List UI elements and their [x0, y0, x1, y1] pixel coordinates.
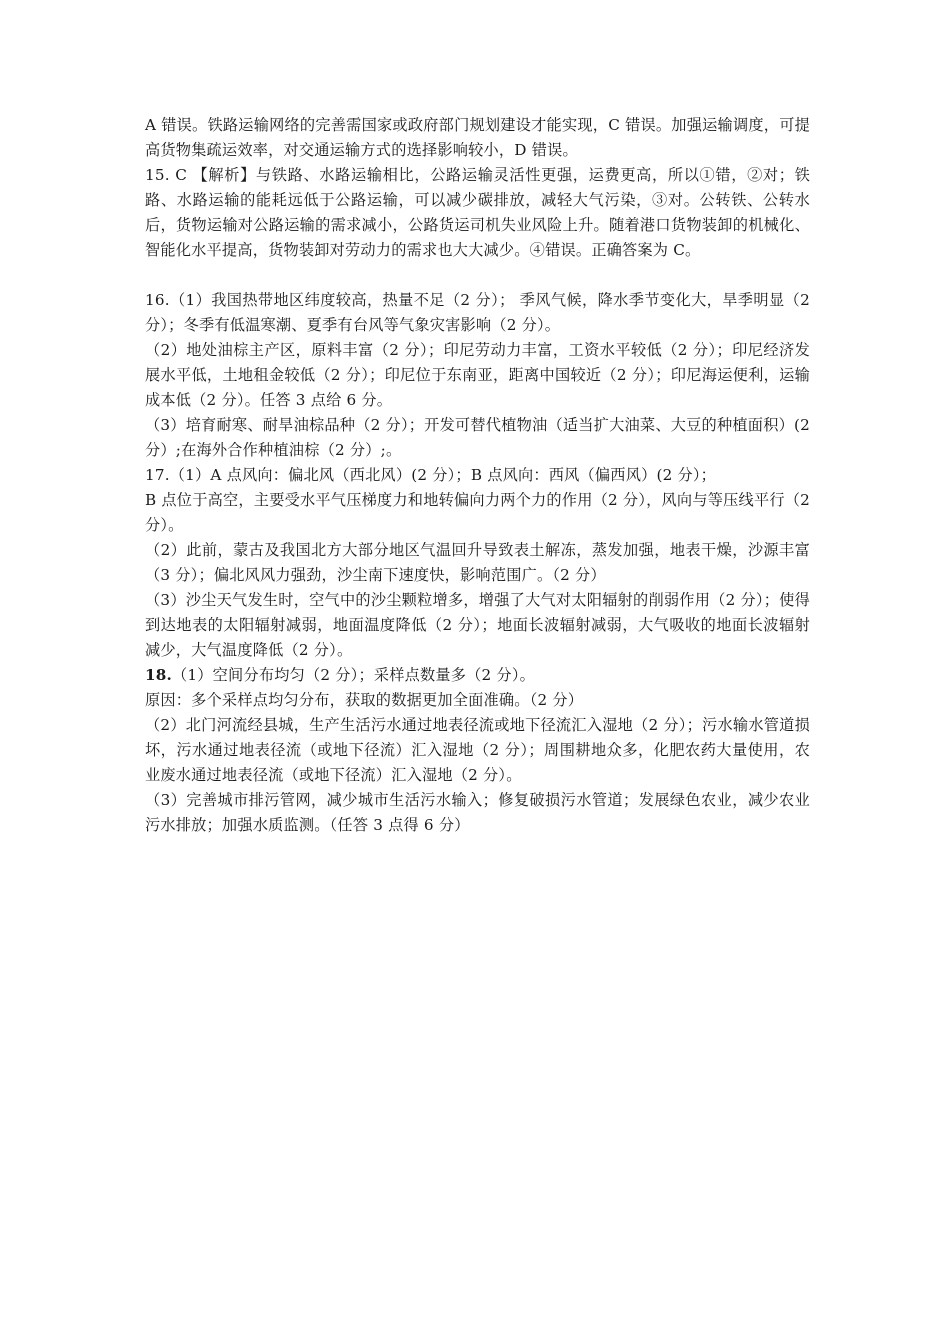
- paragraph-q16-part3: （3）培育耐寒、耐旱油棕品种（2 分）；开发可替代植物油（适当扩大油菜、大豆的种植面积）(2 分）;在海外合作种植油棕（2 分）;。: [145, 416, 810, 459]
- paragraph-q17-part1b: B 点位于高空，主要受水平气压梯度力和地转偏向力两个力的作用（2 分），风向与等压线平行（2 分）。: [145, 491, 810, 534]
- paragraph-q16-part1: 16.（1）我国热带地区纬度较高，热量不足（2 分）； 季风气候，降水季节变化大，旱季明显（2 分）；冬季有低温寒潮、夏季有台风等气象灾害影响（2 分）。: [145, 291, 810, 334]
- paragraph-q18-part1: [145, 663, 810, 688]
- blank-line: [145, 263, 810, 288]
- paragraph-q14-continuation: A 错误。铁路运输网络的完善需国家或政府部门规划建设才能实现，C 错误。加强运输调度，可提高货物集疏运效率，对交通运输方式的选择影响较小，D 错误。: [145, 116, 810, 159]
- paragraph-q18-reason: 原因：多个采样点均匀分布，获取的数据更加全面准确。（2 分）: [145, 691, 584, 709]
- q18-part1-text: （1）空间分布均匀（2 分）；采样点数量多（2 分）。: [172, 666, 535, 684]
- paragraph-q17-part3: （3）沙尘天气发生时，空气中的沙尘颗粒增多，增强了大气对太阳辐射的削弱作用（2 分）；使得到达地表的太阳辐射减弱，地面温度降低（2 分）；地面长波辐射减弱，大气吸收的地面长波辐射减少，大气温度降低（2 分）。: [145, 591, 810, 659]
- answer-document: [145, 113, 810, 838]
- paragraph-q15: 15. C 【解析】与铁路、水路运输相比，公路运输灵活性更强，运费更高，所以①错，②对；铁路、水路运输的能耗远低于公路运输，可以减少碳排放，减轻大气污染，③对。公转铁、公转水后，货物运输对公路运输的需求减小，公路货运司机失业风险上升。随着港口货物装卸的机械化、智能化水平提高，货物装卸对劳动力的需求也大大减少。④错误。正确答案为 C。: [145, 166, 810, 259]
- paragraph-q16-part2: （2）地处油棕主产区，原料丰富（2 分）；印尼劳动力丰富，工资水平较低（2 分）；印尼经济发展水平低，土地租金较低（2 分）；印尼位于东南亚，距离中国较近（2 分）；印尼海运便利，运输成本低（2 分）。任答 3 点给 6 分。: [145, 341, 810, 409]
- paragraph-q17-part2: （2）此前，蒙古及我国北方大部分地区气温回升导致表土解冻，蒸发加强，地表干燥，沙源丰富（3 分）；偏北风风力强劲，沙尘南下速度快，影响范围广。（2 分）: [145, 541, 810, 584]
- paragraph-q17-part1a: 17.（1）A 点风向：偏北风（西北风）(2 分）；B 点风向：西风（偏西风）(2 分）；: [145, 466, 717, 484]
- question-number-18: 18.: [145, 666, 173, 684]
- paragraph-q18-part3: （3）完善城市排污管网，减少城市生活污水输入；修复破损污水管道；发展绿色农业，减少农业污水排放；加强水质监测。（任答 3 点得 6 分）: [145, 791, 810, 834]
- paragraph-q18-part2: （2）北门河流经县城，生产生活污水通过地表径流或地下径流汇入湿地（2 分）；污水输水管道损坏，污水通过地表径流（或地下径流）汇入湿地（2 分）；周围耕地众多，化肥农药大量使用，农业废水通过地表径流（或地下径流）汇入湿地（2 分）。: [145, 716, 810, 784]
